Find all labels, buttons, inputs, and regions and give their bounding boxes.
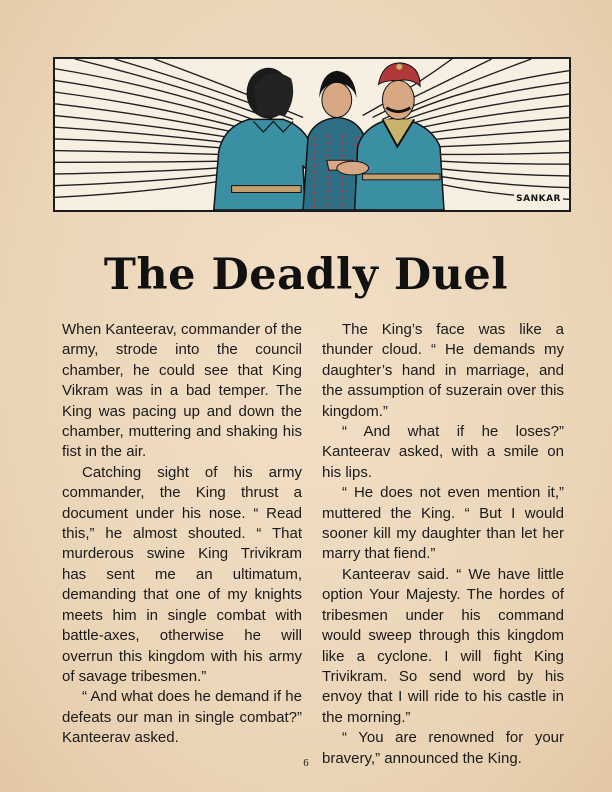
text-column-left: [62, 320, 302, 749]
paragraph: “ You are renowned for your bravery,” announced the King.: [322, 729, 564, 767]
paragraph: “ And what does he demand if he defeats our man in single combat?” Kanteerav asked.: [62, 688, 302, 747]
illustration-art: [55, 59, 569, 210]
text-column-right: [322, 320, 564, 769]
artist-signature: SANKAR: [516, 194, 561, 204]
page-number: 6: [303, 757, 309, 769]
paragraph: Kanteerav said. “ We have little option Your Majesty. The hordes of tribesmen under his command would sweep through this kingdom like a cyclone. I will fight King Trivikram. So send word by his envoy that I will ride to his castle in the morning.”: [322, 565, 564, 726]
paragraph: When Kanteerav, commander of the army, strode into the council chamber, he could see that King Vikram was in a bad temper. The King was pacing up and down the chamber, muttering and shaking his fist in the air.: [62, 321, 302, 461]
paragraph: “ And what if he loses?” Kanteerav asked, with a smile on his lips.: [322, 423, 564, 481]
paragraph: Catching sight of his army commander, the King thrust a document under his nose. “ Read this,” he almost shouted. “ That murderous swine King Trivikram has sent me an ultimatum, demanding that one of my knights meets him in single combat with battle-axes, otherwise he will overrun this kingdom with his army of savage tribesmen.”: [62, 463, 302, 685]
paragraph: “ He does not even mention it,” muttered the King. “ But I would sooner kill my daughter than let her marry that fiend.”: [322, 484, 564, 563]
joined-hands: [337, 161, 369, 175]
paragraph: The King’s face was like a thunder cloud. “ He demands my daughter’s hand in marriage, and the assumption of suzerain over this kingdom.”: [322, 321, 564, 420]
story-illustration: [53, 57, 571, 212]
story-title: The Deadly Duel: [103, 250, 509, 300]
